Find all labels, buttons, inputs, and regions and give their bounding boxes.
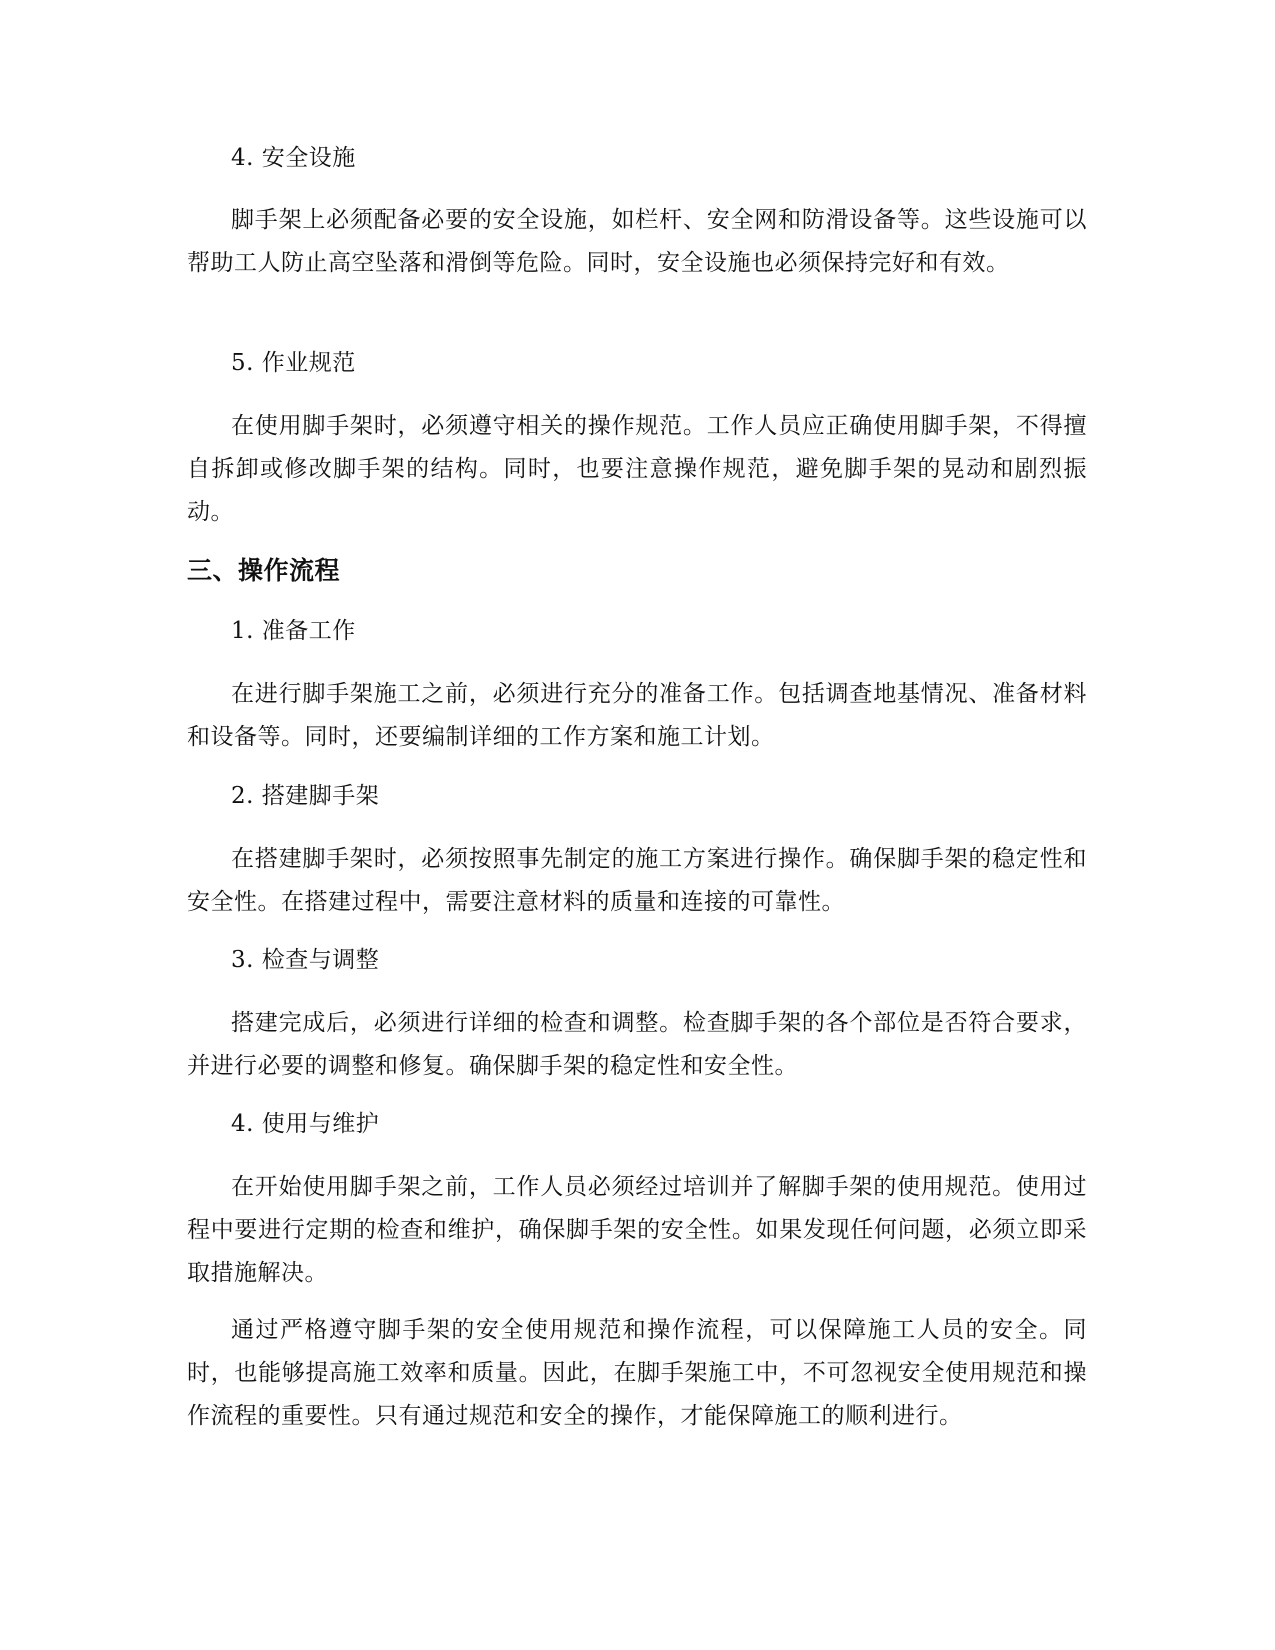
paragraph-use-maintenance: 在开始使用脚手架之前，工作人员必须经过培训并了解脚手架的使用规范。使用过程中要进行定期的检查和维护，确保脚手架的安全性。如果发现任何问题，必须立即采取措施解决。 [187,1174,1087,1286]
paragraph-inspection: 搭建完成后，必须进行详细的检查和调整。检查脚手架的各个部位是否符合要求，并进行必要的调整和修复。确保脚手架的稳定性和安全性。 [187,1010,1087,1079]
step-title-inspection: 3. 检查与调整 [231,947,380,973]
item-title-safety-facilities: 4. 安全设施 [231,145,356,171]
paragraph-erection: 在搭建脚手架时，必须按照事先制定的施工方案进行操作。确保脚手架的稳定性和安全性。在搭建过程中，需要注意材料的质量和连接的可靠性。 [187,846,1087,915]
step-title-erection: 2. 搭建脚手架 [231,783,380,809]
step-title-use-maintenance: 4. 使用与维护 [231,1111,380,1137]
paragraph-operation-norms: 在使用脚手架时，必须遵守相关的操作规范。工作人员应正确使用脚手架，不得擅自拆卸或修改脚手架的结构。同时，也要注意操作规范，避免脚手架的晃动和剧烈振动。 [187,413,1087,525]
item-title-operation-norms: 5. 作业规范 [231,350,356,376]
paragraph-preparation: 在进行脚手架施工之前，必须进行充分的准备工作。包括调查地基情况、准备材料和设备等。同时，还要编制详细的工作方案和施工计划。 [187,681,1087,750]
step-title-preparation: 1. 准备工作 [231,618,356,644]
paragraph-safety-facilities: 脚手架上必须配备必要的安全设施，如栏杆、安全网和防滑设备等。这些设施可以帮助工人防止高空坠落和滑倒等危险。同时，安全设施也必须保持完好和有效。 [187,207,1087,276]
paragraph-conclusion: 通过严格遵守脚手架的安全使用规范和操作流程，可以保障施工人员的安全。同时，也能够提高施工效率和质量。因此，在脚手架施工中，不可忽视安全使用规范和操作流程的重要性。只有通过规范和安全的操作，才能保障施工的顺利进行。 [187,1317,1087,1429]
section-heading-operation-process: 三、操作流程 [187,556,341,585]
